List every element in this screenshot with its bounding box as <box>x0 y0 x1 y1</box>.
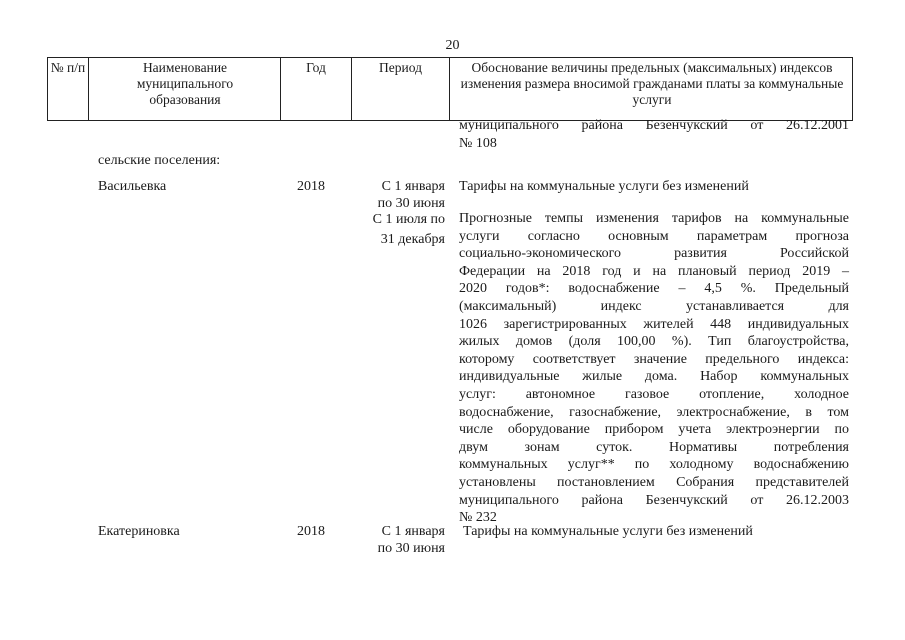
header-period: Период <box>379 60 422 75</box>
year-value: 2018 <box>297 524 325 539</box>
period-value <box>367 178 445 212</box>
text-line: числе оборудование прибором учета электроэнергии по <box>459 422 849 438</box>
period-value <box>360 211 445 248</box>
text-line: муниципального района Безенчукский от 26.12.2001 <box>459 118 849 133</box>
header-municipality-name: Наименование муниципального образования <box>136 60 234 107</box>
text-line: индивидуальные жилые дома. Набор коммунальных <box>459 369 849 385</box>
text-line: коммунальных услуг** по холодному водоснабжению <box>459 457 849 473</box>
continuation-text <box>459 117 849 152</box>
text-line: № 108 <box>459 135 497 151</box>
text-line: водоснабжение, газоснабжение, электроснабжение, в том <box>459 404 849 420</box>
text-line: (максимальный) индекс устанавливается для <box>459 298 849 314</box>
page-number: 20 <box>445 38 460 53</box>
text-line: № 232 <box>459 510 497 526</box>
text-line: которому соответствует значение предельного индекса: <box>459 351 849 367</box>
period-line: С 1 января <box>381 524 445 539</box>
period-value <box>367 523 445 557</box>
period-line: 31 декабря <box>380 232 445 247</box>
column-divider <box>351 58 352 120</box>
header-year: Год <box>306 60 326 75</box>
municipality-name: Екатериновка <box>98 524 180 539</box>
period-line: по 30 июня <box>377 196 445 211</box>
column-divider <box>88 58 89 120</box>
text-line: социально-экономического развития Российской <box>459 246 849 262</box>
basis-text: Тарифы на коммунальные услуги без изменений <box>459 179 749 194</box>
section-label: сельские поселения: <box>98 153 221 168</box>
period-line: С 1 января <box>381 179 445 194</box>
period-line: по 30 июня <box>377 541 445 556</box>
period-line: С 1 июля по <box>372 212 445 227</box>
year-value: 2018 <box>297 179 325 194</box>
text-line: Прогнозные темпы изменения тарифов на коммунальные <box>459 211 849 226</box>
text-line: услуги согласно основным параметрам прогноза <box>459 228 849 244</box>
text-line: Федерации на 2018 год и на плановый период 2019 – <box>459 263 849 279</box>
text-line: 1026 зарегистрированных жителей 448 индивидуальных <box>459 316 849 332</box>
basis-text <box>459 210 849 527</box>
text-line: услуг: автономное газовое отопление, холодное <box>459 386 849 402</box>
column-divider <box>449 58 450 120</box>
table-header <box>47 57 853 121</box>
text-line: 2020 годов*: водоснабжение – 4,5 %. Предельный <box>459 281 849 297</box>
text-line: установлены постановлением Собрания представителей <box>459 474 849 490</box>
text-line: двум зонам суток. Нормативы потребления <box>459 439 849 455</box>
header-number: № п/п <box>50 60 86 75</box>
text-line: муниципального района Безенчукский от 26.12.2003 <box>459 492 849 508</box>
text-line: жилых домов (доля 100,00 %). Тип благоустройства, <box>459 334 849 350</box>
basis-text: Тарифы на коммунальные услуги без изменений <box>463 524 753 539</box>
municipality-name: Васильевка <box>98 179 167 194</box>
header-basis: Обоснование величины предельных (максимальных) индексов изменения размера вносимой гражданами платы за коммунальные услуги <box>460 60 844 107</box>
column-divider <box>280 58 281 120</box>
